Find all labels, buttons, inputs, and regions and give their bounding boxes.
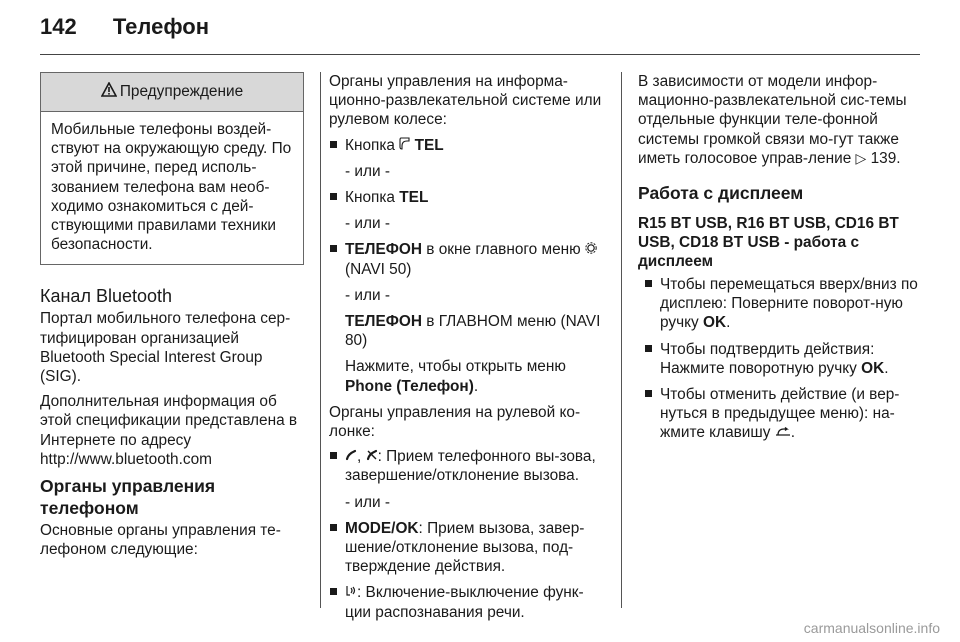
controls-heading: Органы управления телефоном bbox=[40, 476, 216, 519]
bluetooth-paragraph-2: Дополнительная информация об этой спецификации представлена в Интернете по адресу http://www.bluetooth.com bbox=[40, 393, 298, 468]
or-separator: - или - bbox=[345, 162, 390, 180]
voice-icon bbox=[345, 584, 357, 601]
call-end-icon bbox=[366, 448, 378, 465]
warning-title: Предупреждение bbox=[119, 83, 244, 101]
list-item: , : Прием телефонного вы-зова, завершение/отклонение вызова. bbox=[329, 447, 605, 485]
warning-text: Мобильные телефоны воздей-ствуют на окружающую среду. По этой причине, перед исполь-зованием телефона вам необ-ходимо ознакомиться с дей-ствующими правилами техники безопасности. bbox=[51, 121, 292, 254]
list-item: ТЕЛЕФОН в окне главного меню (NAVI 50) bbox=[329, 240, 605, 278]
warning-icon bbox=[101, 82, 117, 102]
infotainment-intro: Органы управления на информа-ционно-развлекательной системе или рулевом колесе: bbox=[329, 73, 602, 129]
or-separator: - или - bbox=[345, 215, 390, 233]
voice-control-paragraph: В зависимости от модели инфор-мационно-развлекательной сис-темы отдельные функции теле-фонной системы громкой связи мо-гут также иметь голосовое управ-ление ▷ 139. bbox=[638, 73, 907, 167]
bluetooth-heading: Канал Bluetooth bbox=[40, 286, 173, 307]
list-subitem: ТЕЛЕФОН в ГЛАВНОМ меню (NAVI 80) bbox=[345, 313, 601, 350]
list-item: Кнопка TEL bbox=[329, 136, 605, 155]
page-header bbox=[40, 14, 209, 40]
warning-box bbox=[40, 72, 304, 265]
column-divider bbox=[621, 72, 622, 608]
list-item: Чтобы перемещаться вверх/вниз по дисплею: Поверните поворот-ную ручку OK. bbox=[644, 275, 922, 333]
column-1 bbox=[40, 72, 304, 565]
steering-intro: Органы управления на рулевой ко-лонке: bbox=[329, 403, 581, 441]
column-2 bbox=[329, 72, 605, 629]
back-icon bbox=[775, 424, 791, 441]
display-heading: Работа с дисплеем bbox=[638, 183, 804, 204]
list-item: : Включение-выключение функ-ции распознавания речи. bbox=[329, 583, 605, 621]
column-divider bbox=[320, 72, 321, 608]
call-accept-icon bbox=[345, 448, 357, 465]
settings-icon bbox=[585, 241, 597, 258]
or-separator: - или - bbox=[345, 286, 390, 304]
display-subheading: R15 BT USB, R16 BT USB, CD16 BT USB, CD18 BT USB - работа с дисплеем bbox=[638, 215, 899, 271]
list-item: Чтобы подтвердить действия: Нажмите поворотную ручку OK. bbox=[644, 340, 922, 378]
list-item: Кнопка TEL bbox=[329, 188, 605, 207]
bluetooth-paragraph-1: Портал мобильного телефона сер-тифицирован организацией Bluetooth Special Interest Group (SIG). bbox=[40, 310, 291, 386]
phone-button-icon bbox=[399, 137, 414, 154]
header-divider bbox=[40, 54, 920, 55]
list-item: MODE/OK: Прием вызова, завер-шение/отклонение вызова, под-тверждение действия. bbox=[329, 519, 605, 577]
list-subitem: Нажмите, чтобы открыть меню Phone (Телефон). bbox=[345, 358, 566, 395]
or-separator: - или - bbox=[345, 493, 390, 511]
page-title: Телефон bbox=[112, 14, 210, 39]
list-item: Чтобы отменить действие (и вер-нуться в предыдущее меню): на-жмите клавишу . bbox=[644, 385, 922, 443]
warning-header bbox=[41, 73, 303, 112]
reference-arrow-icon: ▷ bbox=[855, 149, 867, 166]
controls-intro: Основные органы управления те-лефоном следующие: bbox=[40, 522, 281, 559]
column-3 bbox=[638, 72, 922, 450]
watermark: carmanualsonline.info bbox=[803, 620, 940, 636]
page-number: 142 bbox=[40, 14, 77, 39]
